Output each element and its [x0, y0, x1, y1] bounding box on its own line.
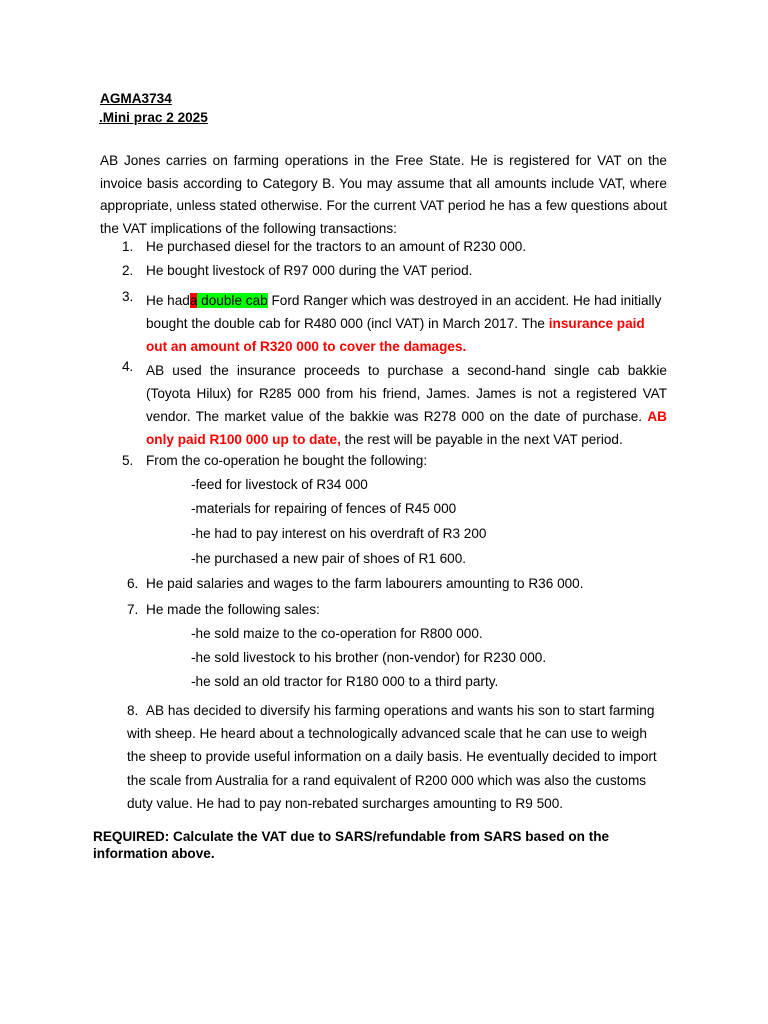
document-subtitle: .Mini prac 2 2025	[99, 110, 208, 125]
item-number: 6.	[127, 576, 139, 591]
item-text: He made the following sales:	[146, 602, 320, 617]
emphasis-text: AB only paid R100 000 up to date,	[146, 409, 667, 447]
sub-item: -feed for livestock of R34 000	[191, 477, 368, 492]
item-text: He paid salaries and wages to the farm labourers amounting to R36 000.	[146, 576, 584, 591]
item-number: 8.	[127, 703, 139, 718]
item-number: 2.	[122, 263, 134, 278]
item-number: 4.	[122, 359, 134, 374]
item-number: 3.	[122, 289, 134, 304]
sub-item: -materials for repairing of fences of R45 000	[191, 501, 457, 516]
item-text: AB used the insurance proceeds to purchase a second-hand single cab bakkie (Toyota Hilux) for R285 000 from his friend, James. James is not a registered VAT vendor. The market value of the bakkie was R278 000 on the date of purchase. AB only paid R100 000 up to date, the rest will be payable in the next VAT period.	[146, 363, 667, 447]
sub-item: -he sold an old tractor for R180 000 to a third party.	[191, 674, 499, 689]
required-instruction: REQUIRED: Calculate the VAT due to SARS/refundable from SARS based on the information above.	[93, 829, 610, 861]
item-text: He hada double cab Ford Ranger which was destroyed in an accident. He had initially bought the double cab for R480 000 (incl VAT) in March 2017. The insurance paid out an amount of R320 000 to cover the damages.	[146, 293, 662, 354]
sub-item: -he had to pay interest on his overdraft of R3 200	[191, 526, 487, 541]
intro-paragraph: AB Jones carries on farming operations in the Free State. He is registered for VAT on the invoice basis according to Category B. You may assume that all amounts include VAT, where appropriate, unless stated otherwise. For the current VAT period he has a few questions about the VAT implications of the following transactions:	[100, 153, 667, 236]
item-number: 1.	[122, 239, 134, 254]
course-code: AGMA3734	[100, 91, 172, 106]
item-number: 7.	[127, 602, 139, 617]
item-text: From the co-operation he bought the following:	[146, 453, 428, 468]
item-number: 5.	[122, 453, 134, 468]
item-text: He purchased diesel for the tractors to an amount of R230 000.	[146, 239, 527, 254]
highlight-green: double cab	[197, 293, 268, 308]
item-text: 8. AB has decided to diversify his farming operations and wants his son to start farming with sheep. He heard about a technologically advanced scale that he can use to weigh the sheep to provide useful information on a daily basis. He eventually decided to import the scale from Australia for a rand equivalent of R200 000 which was also the customs duty value. He had to pay non-rebated surcharges amounting to R9 500.	[127, 703, 657, 811]
highlight-red: a	[189, 293, 198, 308]
item-text: He bought livestock of R97 000 during the VAT period.	[146, 263, 473, 278]
emphasis-text: insurance paid out an amount of R320 000 to cover the damages	[146, 316, 645, 354]
sub-item: -he sold livestock to his brother (non-vendor) for R230 000.	[191, 650, 547, 665]
sub-item: -he sold maize to the co-operation for R800 000.	[191, 626, 483, 641]
sub-item: -he purchased a new pair of shoes of R1 600.	[191, 551, 467, 566]
